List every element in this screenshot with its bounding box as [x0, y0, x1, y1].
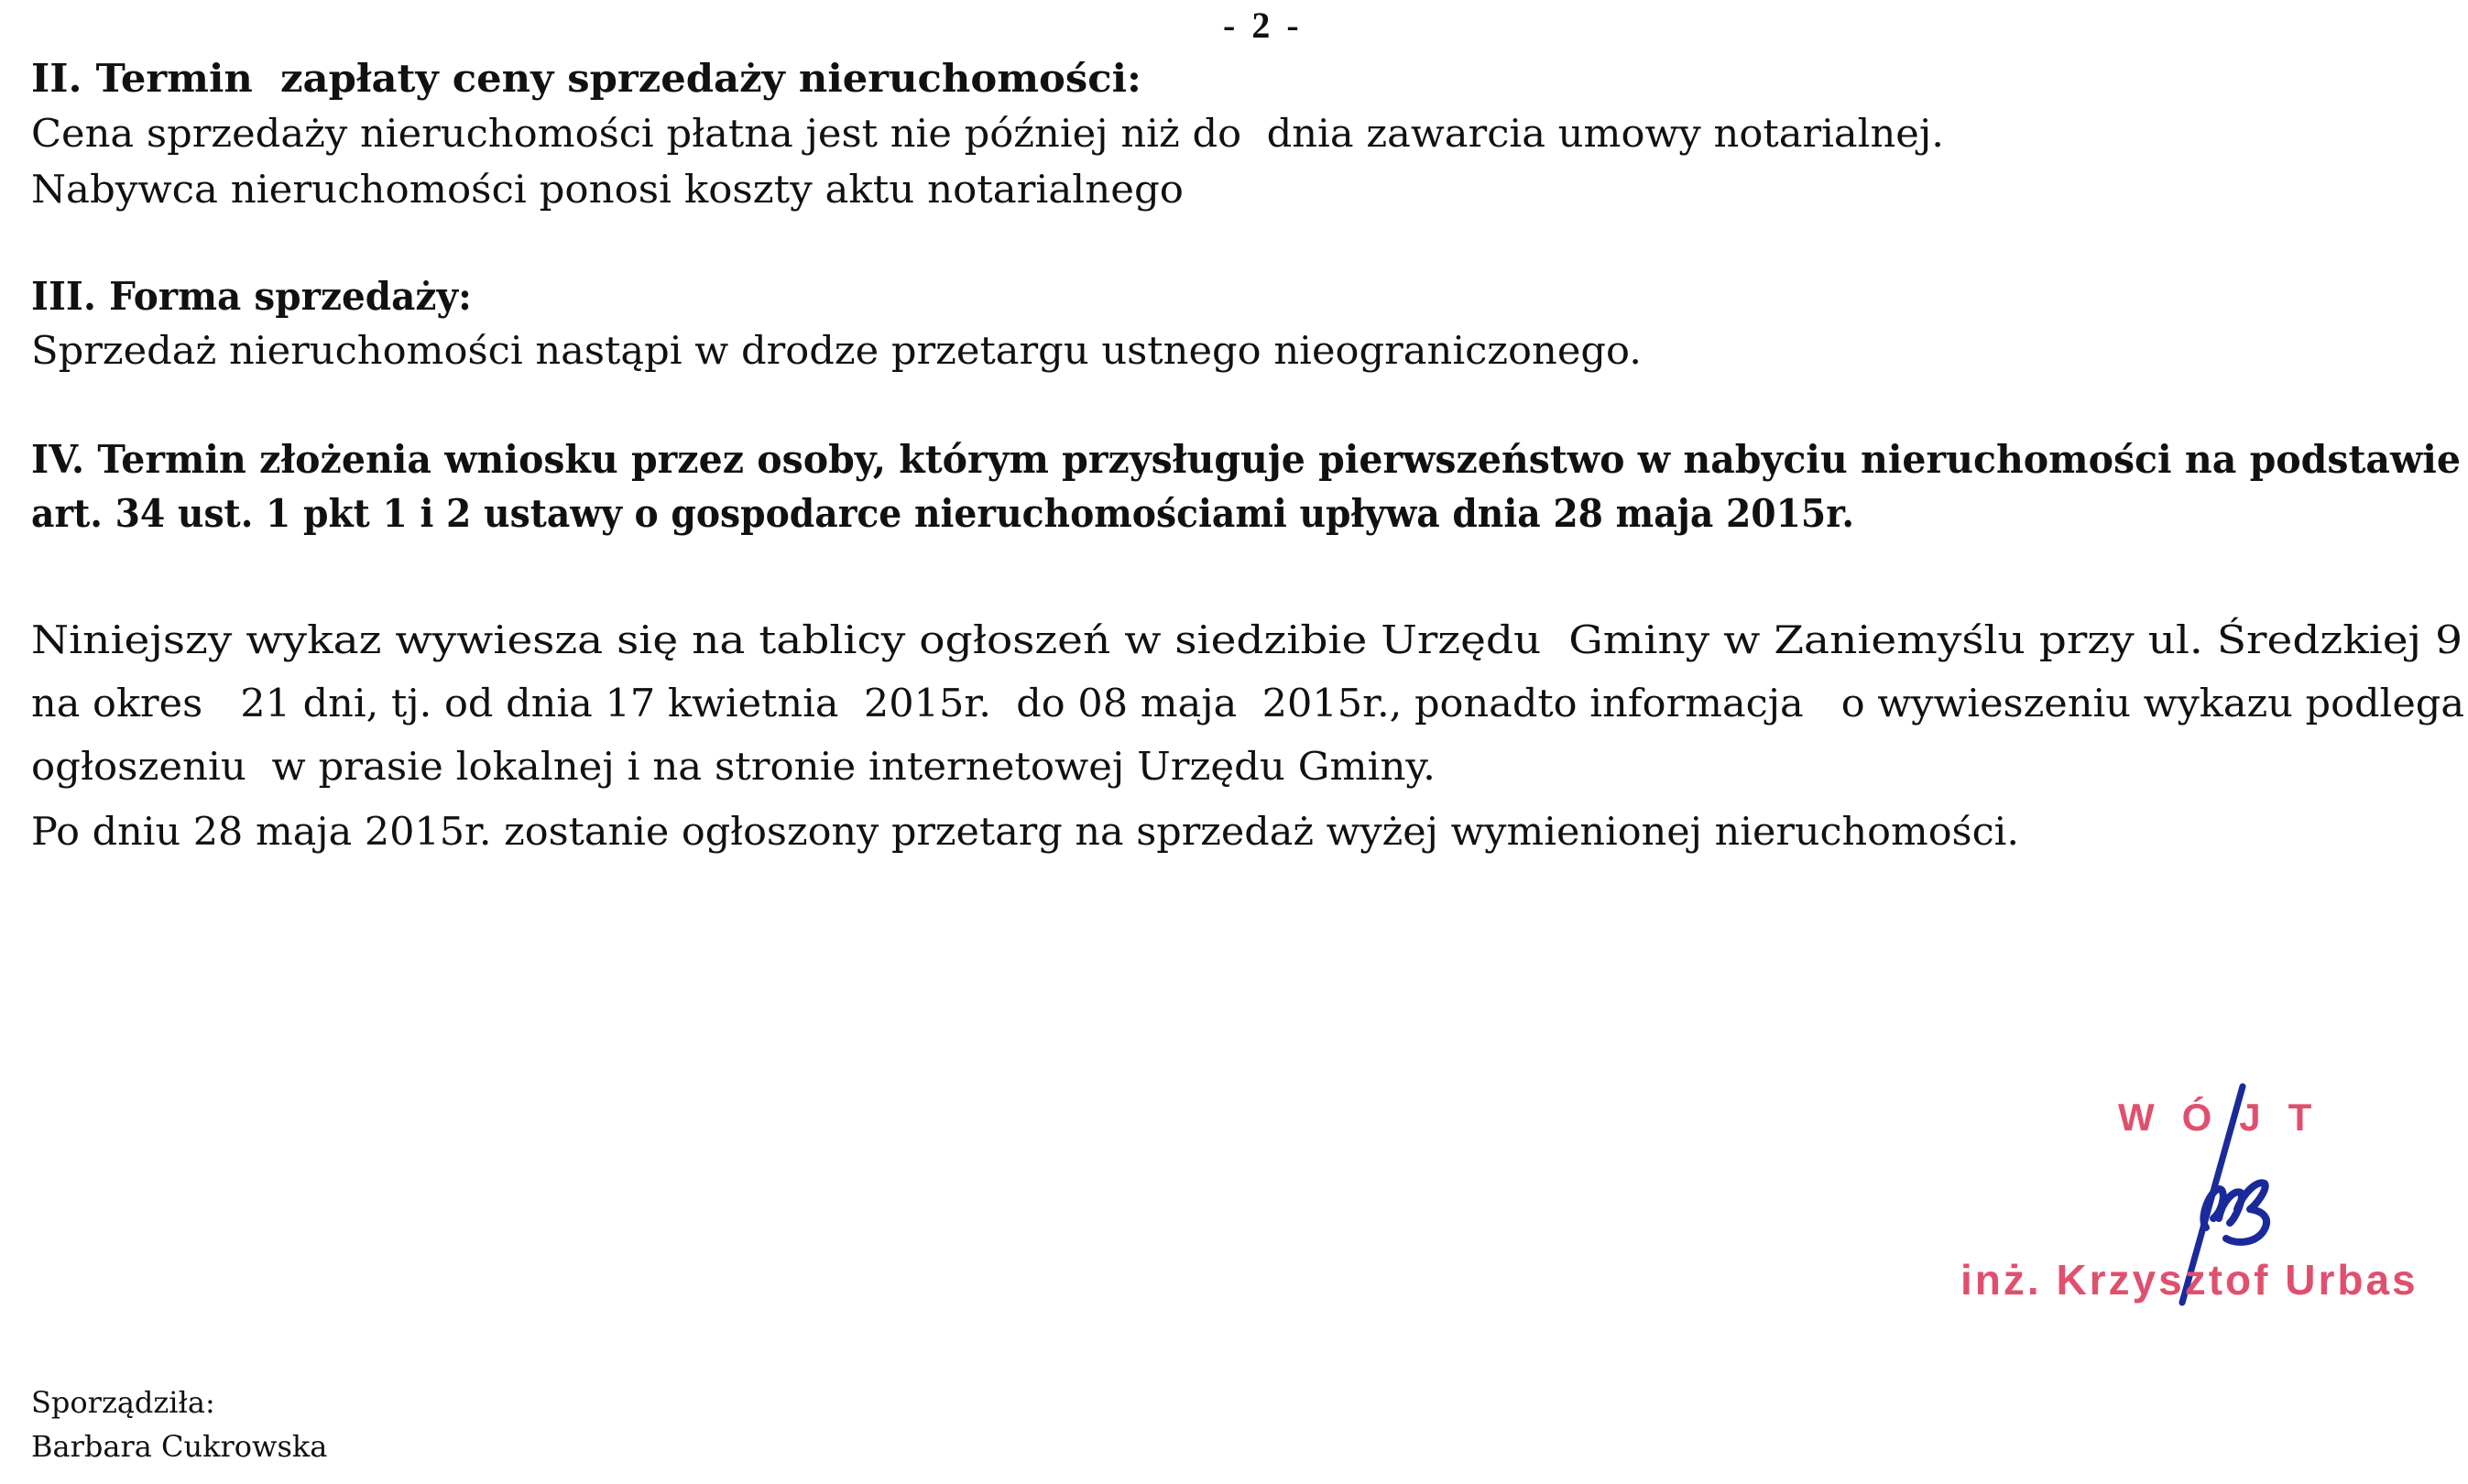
paragraph-line: Sprzedaż nieruchomości nastąpi w drodze przetargu ustnego nieograniczonego. — [31, 328, 1642, 373]
stamp-title: WÓJT — [2118, 1096, 2340, 1139]
paragraph-line: Po dniu 28 maja 2015r. zostanie ogłoszony przetarg na sprzedaż wyżej wymienionej nieruchomości. — [31, 809, 2019, 854]
section-heading: IV. Termin złożenia wniosku przez osoby, którym przysługuje pierwszeństwo w nabyciu nieruchomości na podstawie — [31, 437, 2461, 482]
paragraph-line: Niniejszy wykaz wywiesza się na tablicy ogłoszeń w siedzibie Urzędu Gminy w Zaniemyślu przy ul. Średzkiej 9 — [31, 617, 2463, 662]
section-heading: III. Forma sprzedaży: — [31, 274, 472, 319]
paragraph-line: ogłoszeniu w prasie lokalnej i na stronie internetowej Urzędu Gminy. — [31, 744, 1436, 789]
paragraph-line: na okres 21 dni, tj. od dnia 17 kwietnia 2015r. do 08 maja 2015r., ponadto informacja o wywieszeniu wykazu podlega — [31, 681, 2464, 726]
stamp-name: inż. Krzysztof Urbas — [1960, 1256, 2419, 1304]
prepared-by-label: Sporządziła: — [31, 1385, 215, 1420]
paragraph-line: Cena sprzedaży nieruchomości płatna jest nie później niż do dnia zawarcia umowy notarialnej. — [31, 111, 1944, 156]
section-heading: II. Termin zapłaty ceny sprzedaży nieruchomości: — [31, 56, 1141, 101]
prepared-by-name: Barbara Cukrowska — [31, 1429, 328, 1464]
paragraph-line: Nabywca nieruchomości ponosi koszty aktu notarialnego — [31, 167, 1184, 212]
page-number: - 2 - — [1223, 5, 1303, 46]
section-heading: art. 34 ust. 1 pkt 1 i 2 ustawy o gospodarce nieruchomościami upływa dnia 28 maja 2015r. — [31, 491, 1854, 536]
